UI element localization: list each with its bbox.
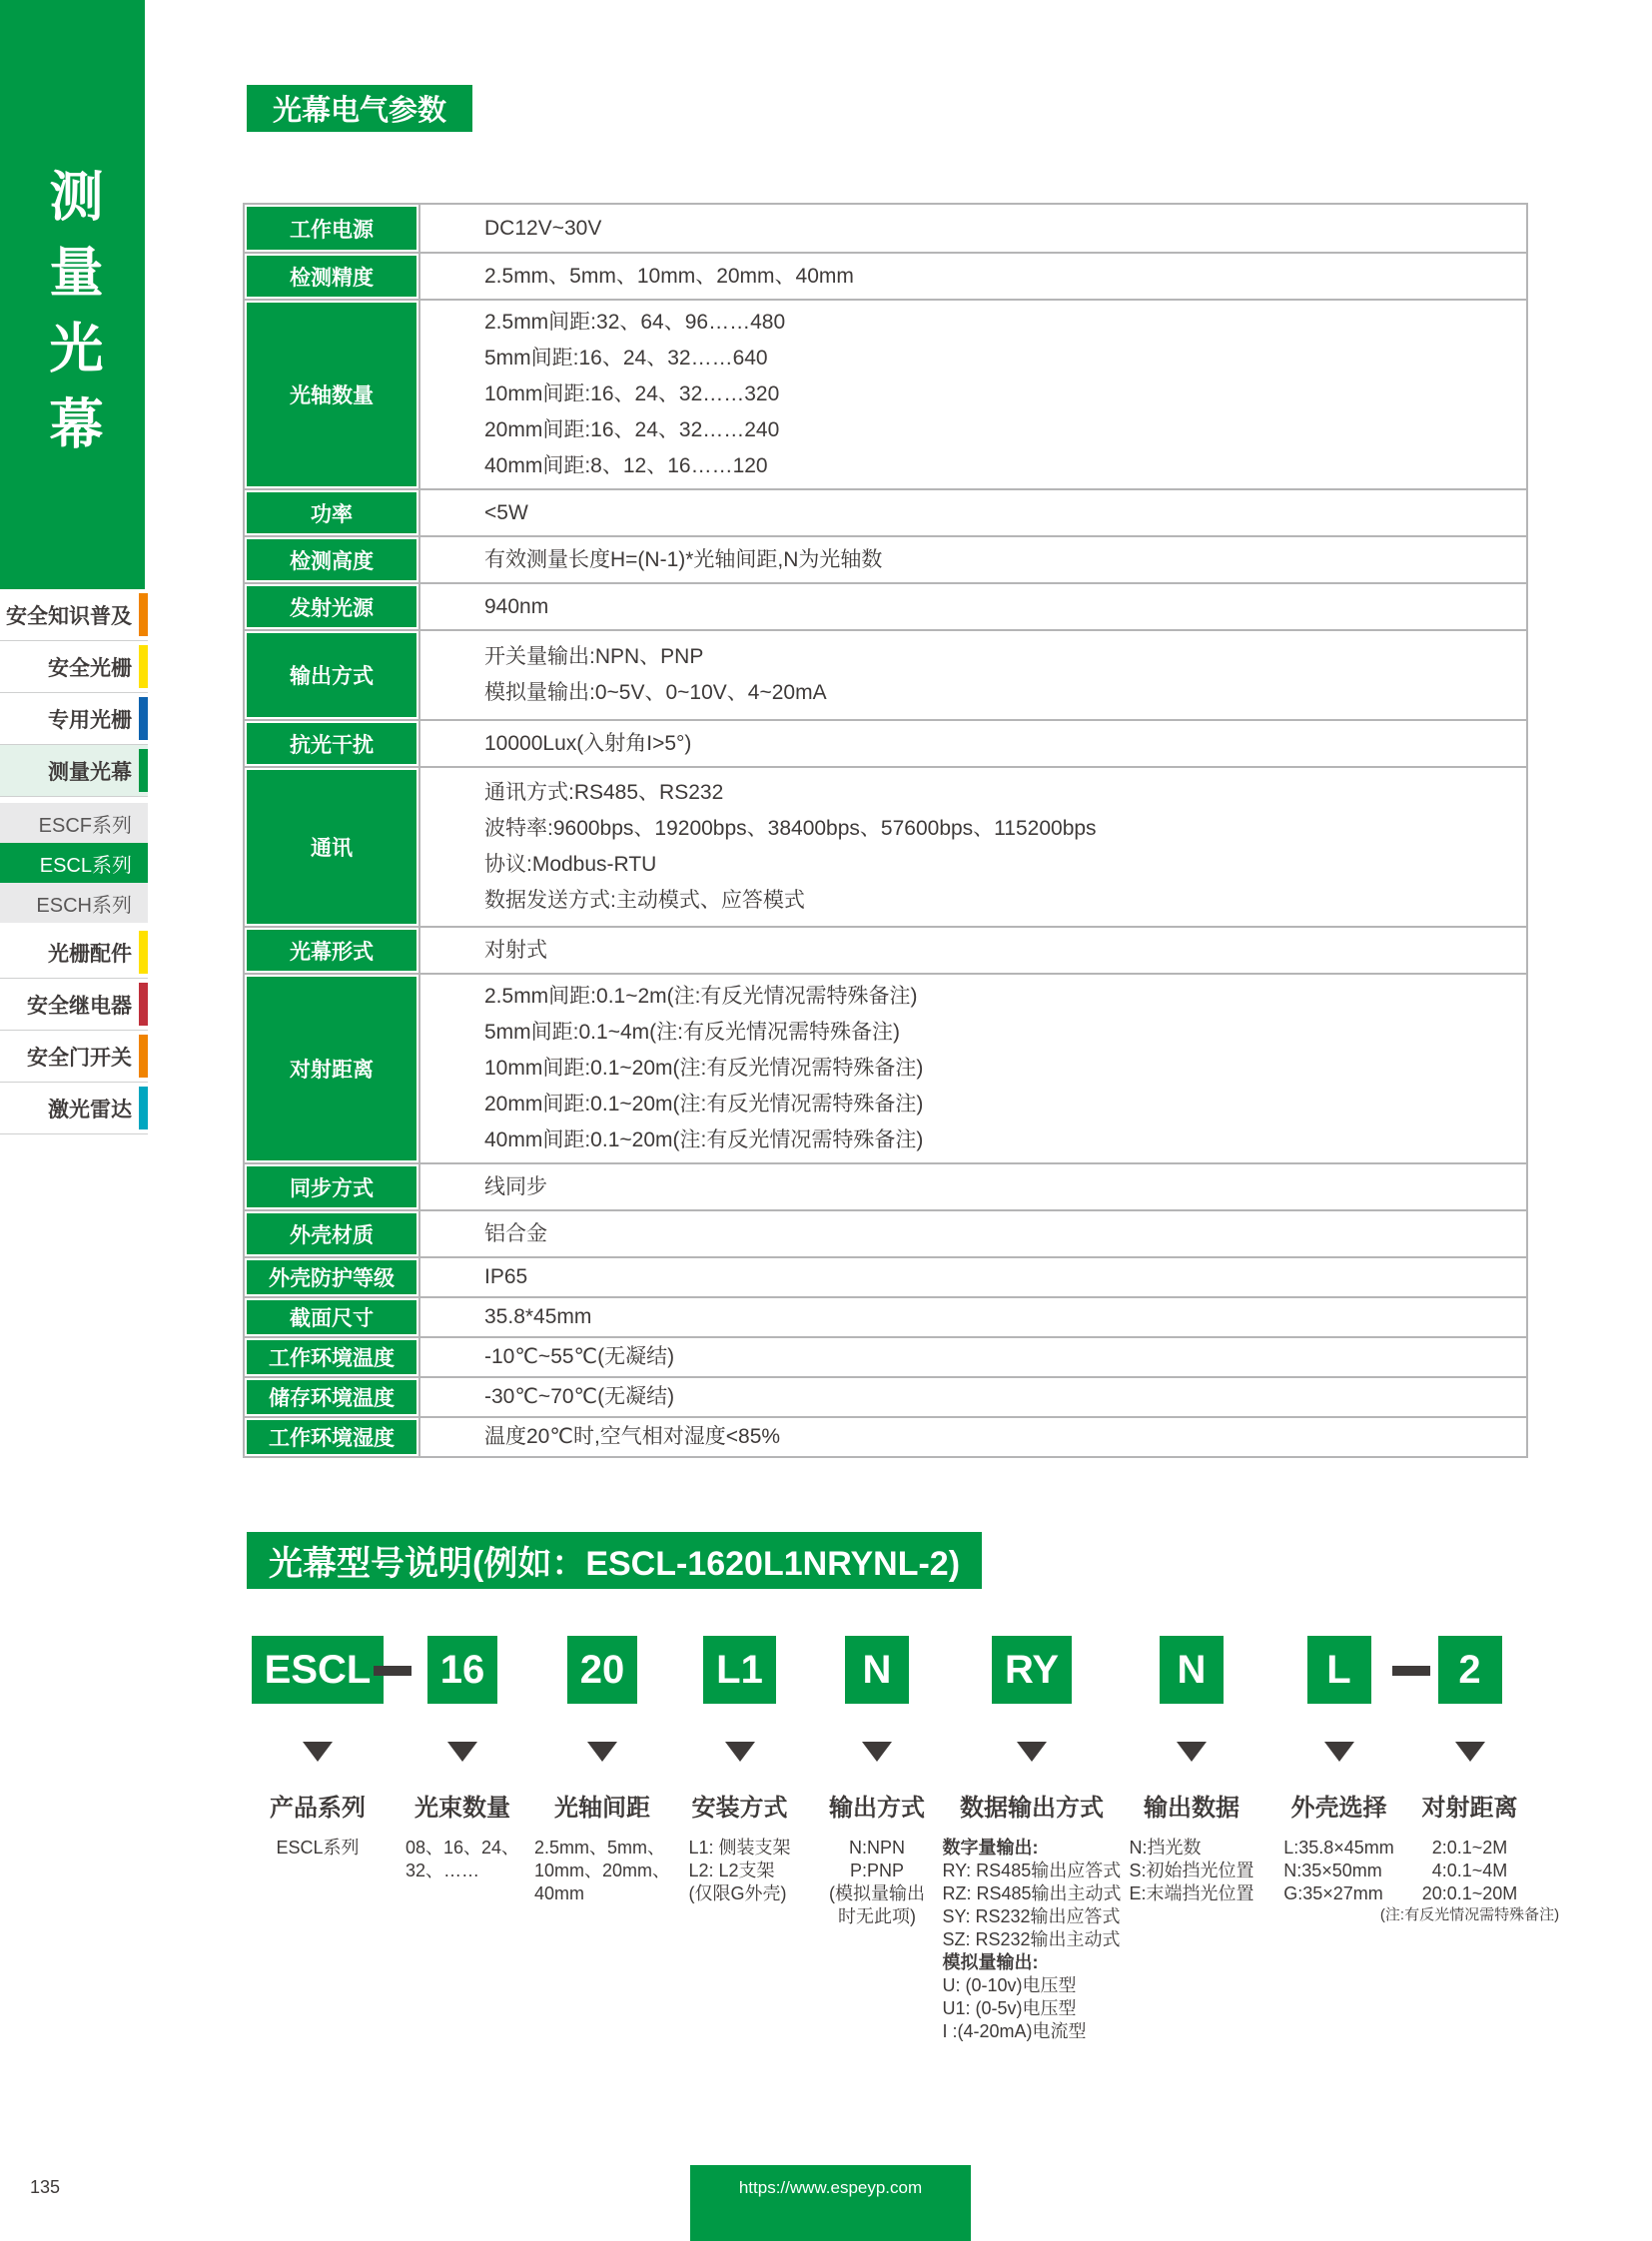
- triangle-pointer-icon: [862, 1742, 892, 1762]
- spec-table: [243, 203, 1528, 1458]
- model-segment-label: 输出数据: [1144, 1795, 1239, 1822]
- spec-value-line: 40mm间距:8、12、16……120: [484, 454, 768, 477]
- model-segment-desc: [276, 1837, 359, 1860]
- page-number: 135: [30, 2177, 61, 2197]
- model-desc-line: RZ: RS485输出主动式: [942, 1883, 1122, 1903]
- spec-label-text: 同步方式: [247, 1166, 416, 1207]
- spec-value-cell: [418, 584, 1526, 629]
- triangle-pointer-icon: [1017, 1742, 1047, 1762]
- spec-row: [245, 926, 1526, 973]
- triangle-pointer-icon: [1455, 1742, 1485, 1762]
- spec-label-cell: [245, 1378, 418, 1416]
- spec-value-cell: [418, 1258, 1526, 1296]
- model-desc-line: 模拟量输出:: [942, 1952, 1039, 1972]
- model-desc-line: G:35×27mm: [1283, 1883, 1383, 1903]
- model-segment-desc: [829, 1837, 925, 1928]
- spec-label-cell: [245, 721, 418, 766]
- model-desc-line: 20:0.1~20M: [1421, 1883, 1518, 1903]
- spec-value-cell: [418, 768, 1526, 926]
- triangle-pointer-icon: [1177, 1742, 1207, 1762]
- triangle-pointer-icon: [1324, 1742, 1354, 1762]
- spec-value-line: 波特率:9600bps、19200bps、38400bps、57600bps、115200bps: [484, 817, 1097, 840]
- model-segment-desc: [1380, 1837, 1559, 1925]
- spec-value-line: 有效测量长度H=(N-1)*光轴间距,N为光轴数: [484, 547, 883, 571]
- nav-color-bar: [139, 983, 148, 1026]
- sidebar-nav: [0, 589, 148, 1134]
- triangle-pointer-icon: [587, 1742, 617, 1762]
- model-segment-label: 光轴间距: [554, 1795, 650, 1822]
- model-code-box: L: [1307, 1636, 1371, 1704]
- model-segment-desc: [534, 1837, 670, 1905]
- model-desc-line: N:35×50mm: [1283, 1861, 1382, 1880]
- model-segment-label: 对射距离: [1421, 1795, 1518, 1822]
- spec-value-line: <5W: [484, 500, 528, 524]
- spec-label-cell: [245, 301, 418, 488]
- sidebar-item-2[interactable]: [0, 641, 148, 693]
- spec-label-cell: [245, 768, 418, 926]
- model-desc-line: 数字量输出:: [942, 1838, 1039, 1858]
- sidebar-item-3[interactable]: [0, 693, 148, 745]
- spec-row: [245, 973, 1526, 1162]
- spec-value-line: 模拟量输出:0~5V、0~10V、4~20mA: [484, 681, 827, 704]
- model-section-title-text: 光幕型号说明(例如：ESCL-1620L1NRYNL-2): [269, 1545, 961, 1583]
- model-segment-desc: [942, 1837, 1121, 2043]
- sidebar-item-1[interactable]: [0, 589, 148, 641]
- sidebar-item-label: 安全光栅: [48, 656, 132, 680]
- sidebar-item-9[interactable]: [0, 979, 148, 1031]
- model-section-title: [247, 1532, 982, 1589]
- spec-label-cell: [245, 584, 418, 629]
- spec-value-line: -30℃~70℃(无凝结): [484, 1385, 675, 1408]
- spec-value-line: 5mm间距:0.1~4m(注:有反光情况需特殊备注): [484, 1021, 900, 1044]
- spec-value-line: 10mm间距:0.1~20m(注:有反光情况需特殊备注): [484, 1057, 924, 1080]
- spec-value-line: 5mm间距:16、24、32……640: [484, 347, 768, 370]
- model-desc-line: 10mm、20mm、: [533, 1861, 671, 1880]
- model-code-box: ESCL: [252, 1636, 385, 1704]
- model-code-box: 16: [427, 1636, 498, 1704]
- model-desc-line: 32、……: [405, 1861, 479, 1880]
- model-code-diagram: [243, 1636, 1560, 2043]
- model-segment-label: 产品系列: [270, 1795, 366, 1822]
- spec-value-cell: [418, 1298, 1526, 1336]
- spec-label-cell: [245, 631, 418, 719]
- spec-value-cell: [418, 1378, 1526, 1416]
- model-segment-label: 外壳选择: [1290, 1795, 1387, 1822]
- triangle-pointer-icon: [447, 1742, 477, 1762]
- spec-value-cell: [418, 1338, 1526, 1376]
- spec-value-cell: [418, 1418, 1526, 1456]
- model-segment-label: 安装方式: [691, 1795, 788, 1822]
- spec-value-cell: [418, 254, 1526, 299]
- sidebar-vertical-title: 测量光幕: [42, 168, 102, 471]
- model-desc-line: SY: RS232输出应答式: [942, 1906, 1121, 1926]
- spec-value-line: 开关量输出:NPN、PNP: [484, 645, 704, 668]
- spec-value-line: -10℃~55℃(无凝结): [484, 1345, 675, 1368]
- model-desc-line: 2:0.1~2M: [1431, 1838, 1508, 1858]
- spec-label-cell: [245, 254, 418, 299]
- spec-value-cell: [418, 928, 1526, 973]
- model-desc-line: (注:有反光情况需特殊备注): [1379, 1906, 1560, 1923]
- spec-label-cell: [245, 1258, 418, 1296]
- triangle-pointer-icon: [303, 1742, 333, 1762]
- spec-value-line: IP65: [484, 1265, 528, 1288]
- model-desc-line: SZ: RS232输出主动式: [942, 1929, 1121, 1949]
- spec-value-line: 协议:Modbus-RTU: [484, 853, 657, 876]
- model-desc-line: 时无此项): [838, 1906, 916, 1926]
- model-code-box: RY: [992, 1636, 1072, 1704]
- spec-row: [245, 1416, 1526, 1456]
- sidebar-item-6[interactable]: [0, 843, 148, 883]
- spec-value-cell: [418, 301, 1526, 488]
- spec-value-cell: [418, 490, 1526, 535]
- spec-label-cell: [245, 1211, 418, 1256]
- spec-row: [245, 205, 1526, 252]
- sidebar-category-banner: [0, 0, 145, 589]
- model-desc-line: ESCL系列: [276, 1838, 360, 1858]
- model-code-box: N: [1160, 1636, 1224, 1704]
- spec-value-line: 940nm: [484, 594, 549, 618]
- spec-label-text: 工作环境温度: [247, 1340, 416, 1374]
- nav-color-bar: [139, 593, 148, 636]
- spec-value-line: 线同步: [484, 1174, 547, 1198]
- spec-value-line: 40mm间距:0.1~20m(注:有反光情况需特殊备注): [484, 1128, 924, 1151]
- spec-label-text: 光幕形式: [247, 930, 416, 971]
- nav-color-bar: [139, 697, 148, 740]
- sidebar-item-label: ESCL系列: [39, 854, 132, 877]
- spec-row: [245, 766, 1526, 926]
- model-segment-desc: [406, 1837, 519, 1882]
- spec-label-text: 检测高度: [247, 539, 416, 580]
- triangle-pointer-icon: [725, 1742, 755, 1762]
- spec-label-text: 工作电源: [247, 207, 416, 250]
- spec-value-line: 2.5mm、5mm、10mm、20mm、40mm: [484, 264, 854, 288]
- spec-label-cell: [245, 1418, 418, 1456]
- spec-value-cell: [418, 1211, 1526, 1256]
- model-desc-line: P:PNP: [849, 1861, 905, 1880]
- model-segment-desc: [688, 1837, 790, 1905]
- model-desc-line: L1: 侧装支架: [688, 1838, 791, 1858]
- spec-row: [245, 252, 1526, 299]
- spec-label-text: 发射光源: [247, 586, 416, 627]
- spec-section-title-text: 光幕电气参数: [273, 95, 447, 127]
- spec-value-cell: [418, 631, 1526, 719]
- model-code-box: N: [845, 1636, 909, 1704]
- spec-row: [245, 535, 1526, 582]
- nav-color-bar: [139, 749, 148, 792]
- spec-value-line: 10000Lux(入射角I>5°): [484, 731, 692, 755]
- model-desc-line: U: (0-10v)电压型: [942, 1975, 1077, 1995]
- model-segment-3: [532, 1636, 672, 2043]
- model-desc-line: 40mm: [533, 1883, 584, 1903]
- spec-label-text: 外壳材质: [247, 1213, 416, 1254]
- spec-section-title: [247, 85, 472, 132]
- spec-row: [245, 719, 1526, 766]
- spec-row: [245, 488, 1526, 535]
- model-segment-desc: [1129, 1837, 1253, 1905]
- spec-value-cell: [418, 721, 1526, 766]
- spec-label-text: 截面尺寸: [247, 1300, 416, 1334]
- spec-label-text: 检测精度: [247, 256, 416, 297]
- spec-label-text: 储存环境温度: [247, 1380, 416, 1414]
- sidebar-item-label: 专用光栅: [48, 708, 132, 732]
- model-desc-line: RY: RS485输出应答式: [942, 1861, 1122, 1880]
- spec-label-text: 输出方式: [247, 633, 416, 717]
- model-segment-7: [1117, 1636, 1266, 2043]
- spec-label-cell: [245, 205, 418, 252]
- sidebar-item-label: 安全门开关: [27, 1046, 132, 1070]
- sidebar-item-label: ESCH系列: [36, 894, 132, 917]
- spec-value-line: 数据发送方式:主动模式、应答模式: [484, 889, 805, 912]
- spec-value-line: 对射式: [484, 938, 547, 962]
- spec-value-line: 2.5mm间距:32、64、96……480: [484, 311, 786, 334]
- nav-color-bar: [139, 645, 148, 688]
- spec-label-cell: [245, 1338, 418, 1376]
- spec-value-line: 10mm间距:16、24、32……320: [484, 382, 780, 405]
- spec-row: [245, 1162, 1526, 1209]
- nav-color-bar: [139, 931, 148, 974]
- spec-label-text: 功率: [247, 492, 416, 533]
- sidebar-item-5[interactable]: [0, 803, 148, 843]
- spec-label-text: 外壳防护等级: [247, 1260, 416, 1294]
- model-code-box: 20: [567, 1636, 638, 1704]
- sidebar-item-11[interactable]: [0, 1083, 148, 1134]
- spec-value-line: 通讯方式:RS485、RS232: [484, 781, 724, 804]
- model-desc-line: U1: (0-5v)电压型: [942, 1998, 1077, 2018]
- sidebar-item-label: 激光雷达: [48, 1098, 132, 1121]
- spec-value-line: DC12V~30V: [484, 216, 602, 240]
- spec-value-line: 20mm间距:16、24、32……240: [484, 418, 780, 441]
- spec-value-line: 2.5mm间距:0.1~2m(注:有反光情况需特殊备注): [484, 985, 918, 1008]
- model-segment-9: [1379, 1636, 1560, 2043]
- spec-label-text: 工作环境湿度: [247, 1420, 416, 1454]
- spec-value-cell: [418, 975, 1526, 1162]
- dash-separator: [1392, 1666, 1430, 1676]
- spec-row: [245, 1336, 1526, 1376]
- spec-label-text: 对射距离: [247, 977, 416, 1160]
- sidebar-item-7[interactable]: [0, 883, 148, 923]
- model-segment-desc: [1283, 1837, 1394, 1905]
- model-desc-line: N:挡光数: [1129, 1838, 1202, 1858]
- spec-value-cell: [418, 205, 1526, 252]
- model-segment-5: [807, 1636, 947, 2043]
- sidebar-item-label: 光栅配件: [48, 942, 132, 966]
- spec-row: [245, 1256, 1526, 1296]
- spec-value-cell: [418, 537, 1526, 582]
- model-segment-1: [243, 1636, 393, 2043]
- model-segment-4: [672, 1636, 807, 2043]
- footer-bar: [690, 2165, 971, 2241]
- spec-value-line: 温度20℃时,空气相对湿度<85%: [484, 1425, 781, 1448]
- model-desc-line: (仅限G外壳): [688, 1883, 787, 1903]
- model-code-box: 2: [1438, 1636, 1502, 1704]
- spec-row: [245, 1209, 1526, 1256]
- footer-url-link[interactable]: https://www.espeyp.com: [738, 2178, 923, 2197]
- spec-value-line: 铝合金: [484, 1221, 547, 1245]
- sidebar-item-label: 安全知识普及: [6, 604, 132, 628]
- model-segment-label: 光束数量: [414, 1795, 510, 1822]
- model-desc-line: 4:0.1~4M: [1431, 1861, 1508, 1880]
- model-desc-line: L2: L2支架: [688, 1861, 775, 1880]
- spec-row: [245, 299, 1526, 488]
- model-segment-label: 输出方式: [829, 1795, 925, 1822]
- nav-color-bar: [139, 1087, 148, 1129]
- sidebar-item-10[interactable]: [0, 1031, 148, 1083]
- nav-color-bar: [139, 1035, 148, 1078]
- spec-label-cell: [245, 1298, 418, 1336]
- spec-value-line: 35.8*45mm: [484, 1305, 592, 1328]
- spec-label-text: 抗光干扰: [247, 723, 416, 764]
- spec-value-line: 20mm间距:0.1~20m(注:有反光情况需特殊备注): [484, 1093, 924, 1116]
- spec-row: [245, 1296, 1526, 1336]
- spec-label-cell: [245, 490, 418, 535]
- spec-label-cell: [245, 928, 418, 973]
- sidebar-item-4[interactable]: [0, 745, 148, 797]
- spec-label-cell: [245, 1164, 418, 1209]
- model-desc-line: E:末端挡光位置: [1129, 1883, 1254, 1903]
- sidebar-item-label: ESCF系列: [38, 814, 132, 837]
- spec-label-cell: [245, 975, 418, 1162]
- spec-label-text: 光轴数量: [247, 303, 416, 486]
- model-desc-line: L:35.8×45mm: [1283, 1838, 1394, 1858]
- model-desc-line: N:NPN: [848, 1838, 905, 1858]
- dash-separator: [374, 1666, 412, 1676]
- sidebar-item-8[interactable]: [0, 927, 148, 979]
- model-desc-line: 08、16、24、: [405, 1838, 520, 1858]
- spec-label-text: 通讯: [247, 770, 416, 924]
- model-segment-2: [393, 1636, 532, 2043]
- sidebar-item-label: 测量光幕: [48, 760, 132, 784]
- model-desc-line: S:初始挡光位置: [1129, 1861, 1254, 1880]
- model-segment-6: [942, 1636, 1122, 2043]
- model-desc-line: I :(4-20mA)电流型: [942, 2021, 1087, 2041]
- model-desc-line: (模拟量输出: [829, 1883, 925, 1903]
- model-desc-line: 2.5mm、5mm、: [533, 1838, 665, 1858]
- spec-row: [245, 1376, 1526, 1416]
- model-code-box: L1: [703, 1636, 776, 1704]
- spec-label-cell: [245, 537, 418, 582]
- spec-row: [245, 629, 1526, 719]
- spec-value-cell: [418, 1164, 1526, 1209]
- spec-row: [245, 582, 1526, 629]
- sidebar-item-label: 安全继电器: [27, 994, 132, 1018]
- model-segment-label: 数据输出方式: [960, 1795, 1104, 1822]
